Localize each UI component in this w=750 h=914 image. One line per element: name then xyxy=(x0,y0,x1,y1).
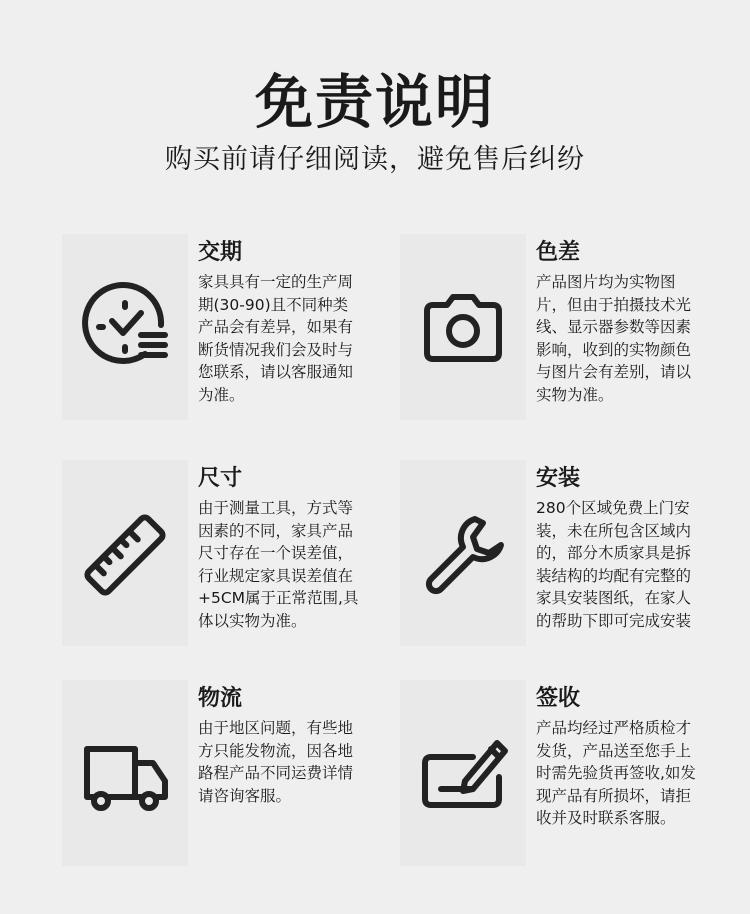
card-title: 尺寸 xyxy=(198,466,243,491)
card-title: 色差 xyxy=(536,240,581,265)
card-body: 由于地区问题，有些地方只能发物流，因各地路程产品不同运费详情请咨询客服。 xyxy=(198,719,354,805)
card-title: 交期 xyxy=(198,240,243,265)
card-delivery xyxy=(62,234,392,424)
card-installation xyxy=(400,460,730,650)
camera-icon xyxy=(400,234,526,420)
card-body: 产品均经过严格质检才发货，产品送至您手上时需先验货再签收,如发现产品有所损坏，请拒收并及时联系客服。 xyxy=(536,719,696,828)
card-color-difference xyxy=(400,234,730,424)
truck-icon xyxy=(62,680,188,866)
page-subtitle: 购买前请仔细阅读，避免售后纠纷 xyxy=(165,144,585,175)
page-title: 免责说明 xyxy=(254,68,495,136)
card-body: 由于测量工具，方式等因素的不同，家具产品尺寸存在一个误差值，行业规定家具误差值在+5CM属于正常范围,具体以实物为准。 xyxy=(198,499,359,630)
card-title: 安装 xyxy=(536,466,581,491)
card-title: 物流 xyxy=(198,686,243,711)
sign-pen-icon xyxy=(400,680,526,866)
card-size xyxy=(62,460,392,650)
card-body: 家具具有一定的生产周期(30-90)且不同种类产品会有差异，如果有断货情况我们会及时与您联系，请以客服通知为准。 xyxy=(198,273,354,404)
card-body: 产品图片均为实物图片，但由于拍摄技术光线、显示器参数等因素影响，收到的实物颜色与图片会有差别，请以实物为准。 xyxy=(536,273,692,404)
card-title: 签收 xyxy=(536,686,581,711)
card-body: 280个区域免费上门安装，未在所包含区域内的，部分木质家具是拆装结构的均配有完整的家具安装图纸，在家人的帮助下即可完成安装 xyxy=(536,499,692,630)
clock-icon xyxy=(62,234,188,420)
ruler-icon xyxy=(62,460,188,646)
wrench-icon xyxy=(400,460,526,646)
card-logistics xyxy=(62,680,392,870)
card-sign-for xyxy=(400,680,730,870)
